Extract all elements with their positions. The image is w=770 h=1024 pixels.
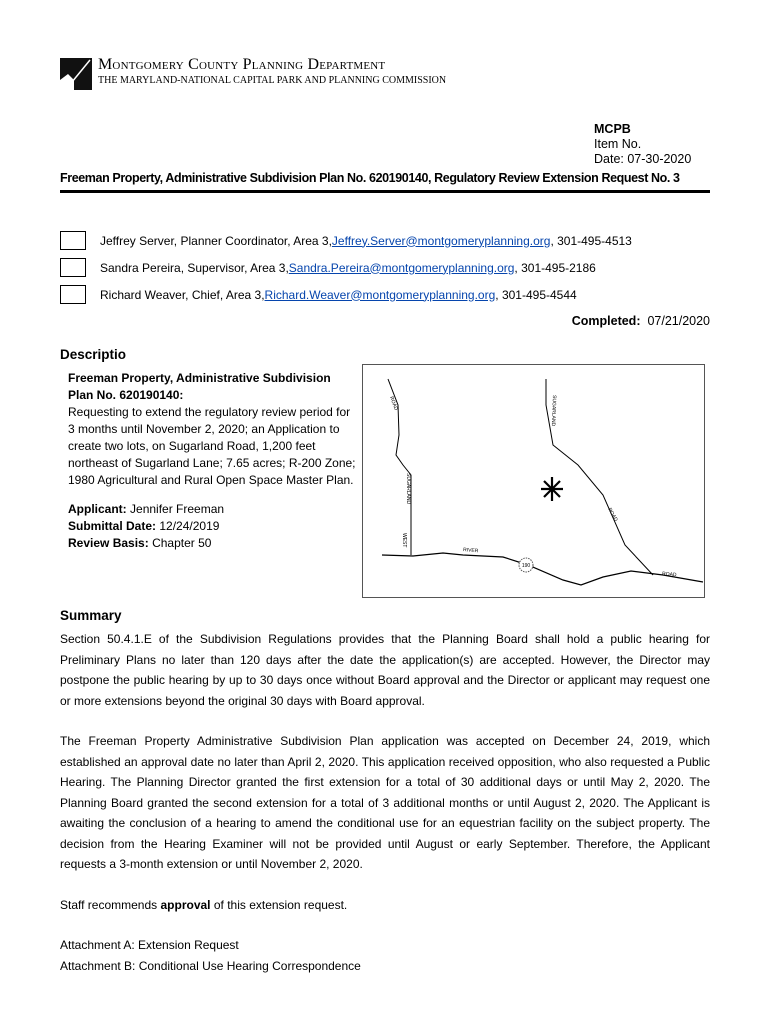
mncppc-logo-icon: [60, 58, 92, 90]
rec-text: Staff recommends: [60, 897, 161, 912]
rec-approval: approval: [160, 897, 211, 912]
completed-date: [530, 314, 710, 328]
staff-row: [60, 258, 596, 277]
commission-name: THE MARYLAND-NATIONAL CAPITAL PARK AND PLANNING COMMISSION: [98, 75, 447, 86]
email-link[interactable]: Sandra.Pereira@montgomeryplanning.org: [288, 260, 515, 275]
submittal-value: 12/24/2019: [159, 519, 220, 533]
road-river: [382, 553, 703, 585]
description-heading: Descriptio: [60, 347, 127, 362]
map-label: SUGARLAND: [549, 394, 557, 427]
staff-text: Jeffrey Server, Planner Coordinator, Area 3,: [100, 233, 332, 248]
attachment-item: Attachment A: Extension Request: [60, 938, 239, 952]
site-asterisk-icon: [541, 477, 563, 501]
checkbox[interactable]: [60, 258, 86, 277]
staff-phone: , 301-495-2186: [514, 260, 596, 275]
map-label: SUGARLAND: [405, 473, 411, 505]
basis-label: Review Basis:: [68, 536, 149, 550]
map-label: RIVER: [462, 547, 479, 555]
staff-phone: , 301-495-4544: [495, 287, 577, 302]
map-label: ROAD: [606, 507, 619, 523]
board-label: MCPB: [594, 122, 631, 136]
staff-phone: , 301-495-4513: [550, 233, 632, 248]
title-divider: [60, 190, 710, 193]
staff-text: Sandra Pereira, Supervisor, Area 3,: [100, 260, 289, 275]
basis-value: Chapter 50: [152, 536, 212, 550]
staff-row: [60, 231, 632, 250]
map-label: ROAD: [661, 571, 677, 579]
staff-row: [60, 285, 577, 304]
map-label: 190: [521, 563, 531, 569]
description-block: [68, 370, 356, 552]
meeting-date: Date: 07-30-2020: [594, 152, 692, 166]
email-link[interactable]: Richard.Weaver@montgomeryplanning.org: [264, 287, 496, 302]
document-title: Freeman Property, Administrative Subdivision Plan No. 620190140, Regulatory Review Extension Request No. 3: [60, 171, 680, 185]
map-label: WEST: [401, 533, 407, 548]
map-label: ROAD: [388, 395, 399, 412]
checkbox[interactable]: [60, 285, 86, 304]
applicant-value: Jennifer Freeman: [130, 502, 225, 516]
summary-paragraph: The Freeman Property Administrative Subdivision Plan application was accepted on December 24, 2019, which established an approval date no later than April 2, 2020. This application received opposition, who also requested a Public Hearing. The Planning Director granted the first extension for a total of 30 additional days or until May 2, 2020. The Planning Board granted the second extension for a total of 3 additional months or until August 2, 2020. The Applicant is awaiting the conclusion of a hearing to amend the conditional use for an equestrian facility on the subject property. The decision from the Hearing Examiner will not be provided until August or early September. Therefore, the Applicant requests a 3-month extension or until November 2, 2020.: [60, 734, 710, 871]
completed-label: Completed:: [571, 314, 641, 328]
completed-value: 07/21/2020: [647, 314, 710, 328]
summary-heading: Summary: [60, 608, 122, 623]
item-number: Item No.: [594, 137, 642, 151]
email-link[interactable]: Jeffrey.Server@montgomeryplanning.org: [331, 233, 551, 248]
summary-paragraph: Section 50.4.1.E of the Subdivision Regulations provides that the Planning Board shall hold a public hearing for Preliminary Plans no later than 120 days after the date the application(s) are accepted. However, the Director may postpone the public hearing by up to 30 days once without Board approval and the Director or applicant may request one or more extensions beyond the original 30 days with Board approval.: [60, 632, 710, 708]
meeting-meta: [594, 122, 691, 167]
plan-title: Freeman Property, Administrative Subdivision Plan No. 620190140:: [68, 371, 331, 402]
staff-text: Richard Weaver, Chief, Area 3,: [100, 287, 265, 302]
checkbox[interactable]: [60, 231, 86, 250]
road-sugarland: [546, 379, 653, 575]
summary-body: [60, 629, 710, 976]
recommendation: [60, 895, 710, 916]
rec-text: of this extension request.: [210, 897, 348, 912]
applicant-label: Applicant:: [68, 502, 127, 516]
description-text: Requesting to extend the regulatory review period for 3 months until November 2, 2020; an Application to create two lots, on Sugarland Road, 1,200 feet northeast of Sugarland Lane; 7.65 acres; R-200 Zone; 1980 Agricultural and Rural Open Space Master Plan.: [68, 405, 356, 487]
submittal-label: Submittal Date:: [68, 519, 157, 533]
org-name: Montgomery County Planning Department: [98, 56, 386, 73]
vicinity-map: [362, 364, 705, 598]
attachment-item: Attachment B: Conditional Use Hearing Correspondence: [60, 958, 361, 973]
